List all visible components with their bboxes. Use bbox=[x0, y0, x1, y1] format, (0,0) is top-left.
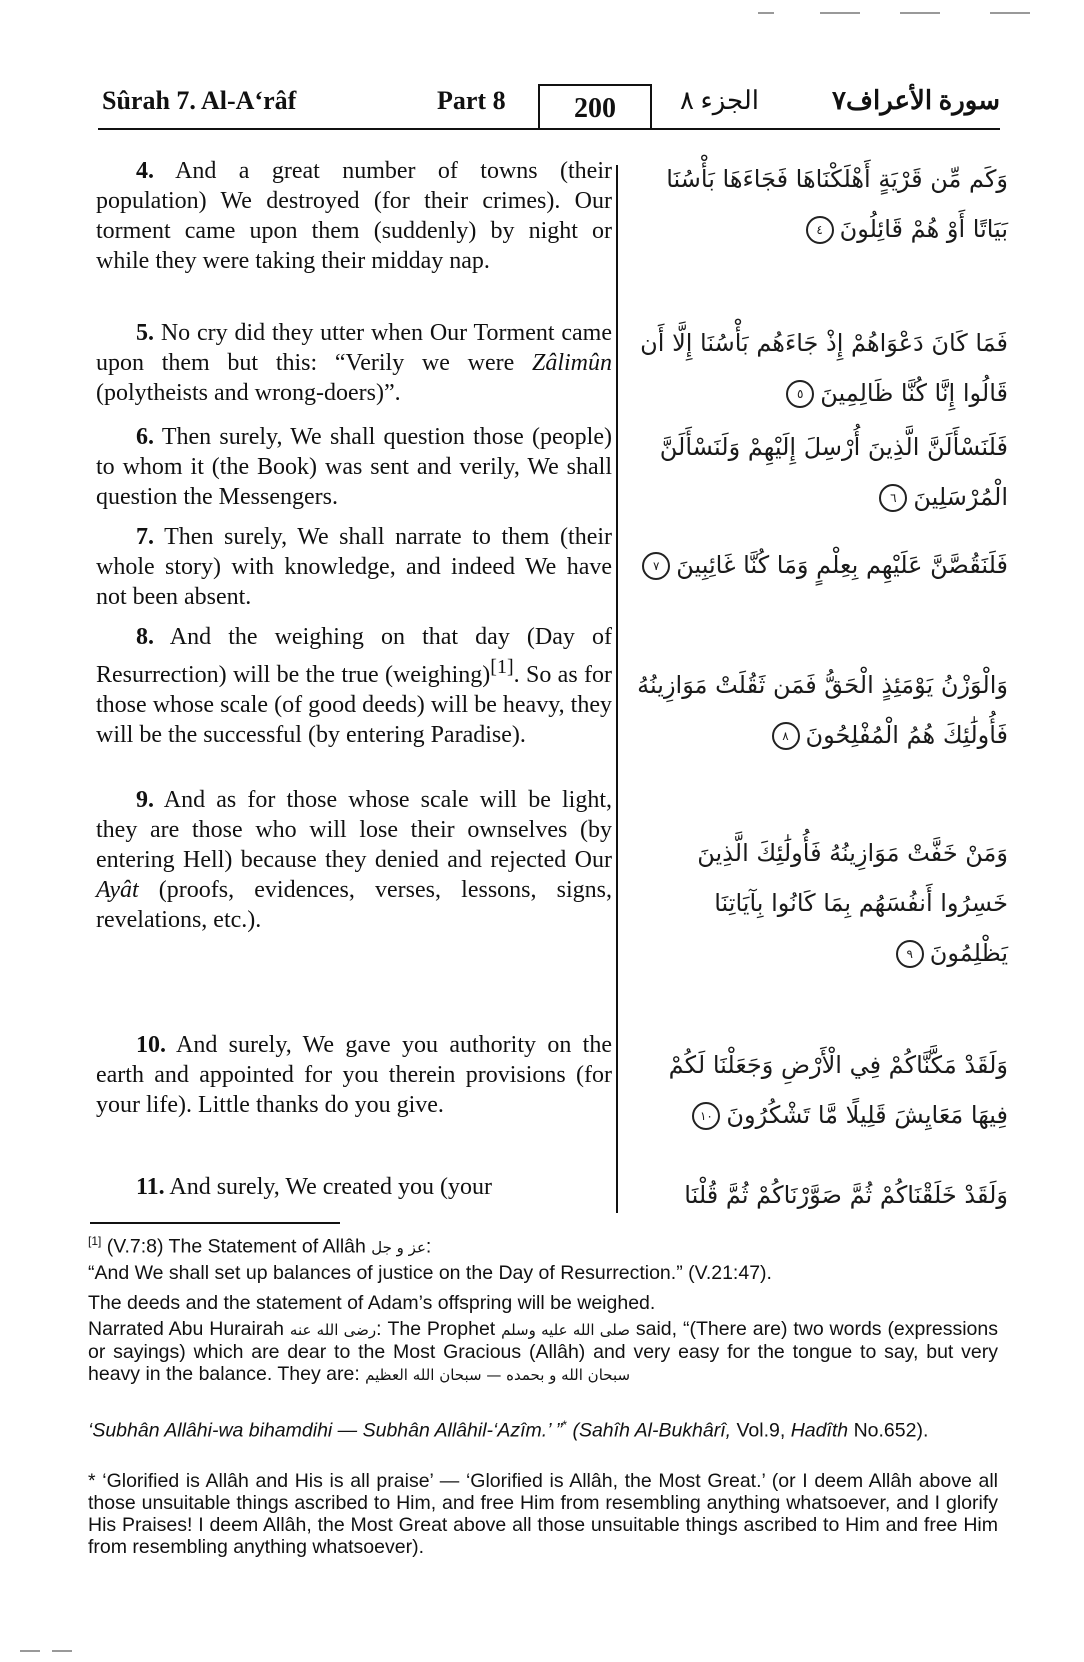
verse-text: . So as for those whose scale (of good deeds) will be heavy, they will be the successful (by entering Paradise). bbox=[96, 662, 612, 748]
scan-mark bbox=[820, 12, 860, 14]
verse-4-en bbox=[96, 156, 612, 276]
juz-label-ar: الجزء ٨ bbox=[680, 86, 759, 115]
footnote-marker: [1] bbox=[88, 1234, 102, 1248]
verse-number: 5. bbox=[136, 320, 154, 346]
ayah-end-icon: ٦ bbox=[879, 484, 907, 512]
footnote-text: The deeds and the statement of Adam’s offspring will be weighed. bbox=[88, 1292, 656, 1314]
footnote-text: said, “(There are) two words (expressions or sayings) which are dear to the Most Gracious (Allâh) and very easy for the tongue to say, but very heavy in the balance. They are: bbox=[88, 1318, 998, 1385]
footnote-ref: [1] bbox=[490, 656, 514, 678]
arabic-text: وَالْوَزْنُ يَوْمَئِذٍ الْحَقُّ فَمَن ثَقُلَتْ مَوَازِينُهُ فَأُولَٰئِكَ هُمُ الْمُفْلِحُونَ bbox=[637, 671, 1008, 749]
part-label: Part 8 bbox=[437, 86, 506, 115]
verse-10-en bbox=[96, 1030, 612, 1120]
verse-term: Ayât bbox=[96, 877, 139, 903]
verse-text: And the weighing on that day (Day of Resurrection) will be the true (weighing) bbox=[96, 624, 612, 688]
footnote-text: Narrated Abu Hurairah bbox=[88, 1318, 290, 1340]
footnote-quote bbox=[88, 1262, 998, 1284]
verse-8-ar bbox=[632, 660, 1008, 760]
scan-mark bbox=[20, 1650, 40, 1652]
page-number: 200 bbox=[538, 84, 652, 128]
verse-7-en bbox=[96, 522, 612, 612]
footnote-1: [1] (V.7:8) The Statement of Allâh عز و جل: bbox=[88, 1234, 432, 1258]
footnote-arabic: صلى الله عليه وسلم bbox=[501, 1321, 630, 1339]
verse-text: And surely, We gave you authority on the earth and appointed for you therein provisions (for your life). Little thanks do you give. bbox=[96, 1032, 612, 1118]
footnote-deeds bbox=[88, 1292, 998, 1314]
scan-mark bbox=[758, 12, 774, 14]
footnote-arabic: عز و جل bbox=[371, 1238, 426, 1257]
footnote-star: * bbox=[562, 1418, 568, 1432]
verse-number: 11. bbox=[136, 1174, 165, 1200]
arabic-text: فَلَنَقُصَّنَّ عَلَيْهِم بِعِلْمٍ وَمَا كُنَّا غَائِبِينَ bbox=[676, 551, 1008, 579]
arabic-text: وَلَقَدْ خَلَقْنَاكُمْ ثُمَّ صَوَّرْنَاكُمْ ثُمَّ قُلْنَا bbox=[684, 1181, 1008, 1209]
verse-number: 10. bbox=[136, 1032, 166, 1058]
ayah-end-icon: ٤ bbox=[806, 216, 834, 244]
column-divider bbox=[616, 165, 618, 1213]
ayah-end-icon: ٩ bbox=[896, 940, 924, 968]
verse-number: 4. bbox=[136, 158, 154, 184]
verse-number: 6. bbox=[136, 424, 154, 450]
ayah-end-icon: ٥ bbox=[786, 380, 814, 408]
verse-number: 9. bbox=[136, 787, 154, 813]
verse-4-ar bbox=[632, 154, 1008, 254]
scan-mark bbox=[900, 12, 940, 14]
verse-6-en bbox=[96, 422, 612, 512]
arabic-text: فَمَا كَانَ دَعْوَاهُمْ إِذْ جَاءَهُم بَأْسُنَا إِلَّا أَن قَالُوا إِنَّا كُنَّا ظَالِمِينَ bbox=[640, 329, 1008, 407]
scan-mark bbox=[52, 1650, 72, 1652]
footnote-hadith bbox=[88, 1318, 998, 1386]
ayah-end-icon: ٧ bbox=[642, 552, 670, 580]
verse-term: Zâlimûn bbox=[531, 350, 612, 376]
verse-11-ar bbox=[632, 1170, 1008, 1220]
arabic-text: وَمَنْ خَفَّتْ مَوَازِينُهُ فَأُولَٰئِكَ الَّذِينَ خَسِرُوا أَنفُسَهُم بِمَا كَانُوا بِآيَاتِنَا يَظْلِمُونَ bbox=[697, 839, 1008, 967]
verse-11-en bbox=[96, 1172, 612, 1202]
verse-5-ar bbox=[632, 318, 1008, 418]
footnote-source: Hadîth bbox=[790, 1419, 849, 1442]
arabic-text: فَلَنَسْأَلَنَّ الَّذِينَ أُرْسِلَ إِلَيْهِمْ وَلَنَسْأَلَنَّ الْمُرْسَلِينَ bbox=[659, 433, 1008, 511]
verse-text: Then surely, We shall narrate to them (their whole story) with knowledge, and indeed We have not been absent. bbox=[96, 524, 612, 610]
footnote-source: (Sahîh Al-Bukhârî, bbox=[567, 1419, 732, 1442]
verse-text: No cry did they utter when Our Torment came upon them but this: “Verily we were bbox=[96, 320, 612, 376]
ayah-end-icon: ١٠ bbox=[692, 1102, 720, 1130]
verse-text: (proofs, evidences, verses, lessons, signs, revelations, etc.). bbox=[96, 877, 612, 933]
surah-title-en: Sûrah 7. Al-A‘râf bbox=[102, 86, 297, 115]
verse-8-en bbox=[96, 622, 612, 750]
ayah-end-icon: ٨ bbox=[772, 722, 800, 750]
verse-text: And a great number of towns (their population) We destroyed (for their crimes). Our torment came upon them (suddenly) by night or while they were taking their midday nap. bbox=[96, 158, 612, 274]
footnote-arabic: رضى الله عنه bbox=[289, 1321, 377, 1339]
footnote-text: * ‘Glorified is Allâh and His is all praise’ — ‘Glorified is Allâh, the Most Great.’ (or I deem Allâh above all those unsuitable things ascribed to Him, and free Him from resembling anything whatsoever, and I glorify His Praises! I deem Allâh, the Most Great above all those unsuitable things ascribed to Him and free Him from resembling anything whatsoever). bbox=[88, 1470, 998, 1558]
footnote-text: (V.7:8) The Statement of Allâh bbox=[106, 1235, 372, 1258]
footnote-star-note bbox=[88, 1470, 998, 1558]
verse-text: (polytheists and wrong-doers)”. bbox=[96, 380, 401, 406]
verse-9-en bbox=[96, 785, 612, 935]
footnote-arabic: سبحان الله و بحمده — سبحان الله العظيم bbox=[365, 1366, 631, 1384]
verse-number: 8. bbox=[136, 624, 154, 650]
arabic-text: وَلَقَدْ مَكَّنَّاكُمْ فِي الْأَرْضِ وَجَعَلْنَا لَكُمْ فِيهَا مَعَايِشَ قَلِيلًا مَّا تَشْكُرُونَ bbox=[668, 1051, 1008, 1129]
footnote-text: : The Prophet bbox=[376, 1318, 502, 1340]
arabic-text: وَكَم مِّن قَرْيَةٍ أَهْلَكْنَاهَا فَجَاءَهَا بَأْسُنَا بَيَاتًا أَوْ هُمْ قَائِلُونَ bbox=[666, 165, 1008, 243]
header-rule bbox=[98, 128, 1000, 130]
scan-mark bbox=[990, 12, 1030, 14]
footnote-source: No.652). bbox=[848, 1419, 929, 1442]
verse-text: And surely, We created you (your bbox=[169, 1174, 493, 1200]
verse-7-ar bbox=[632, 540, 1008, 590]
verse-text: Then surely, We shall question those (people) to whom it (the Book) was sent and verily, We shall question the Messengers. bbox=[96, 424, 612, 510]
footnote-translit-text: ‘Subhân Allâhi-wa bihamdihi — Subhân Allâhil-‘Azîm.’ ” bbox=[88, 1419, 563, 1442]
surah-title-ar: سورة الأعراف٧ bbox=[832, 86, 1000, 115]
verse-6-ar bbox=[632, 422, 1008, 522]
verse-5-en bbox=[96, 318, 612, 408]
verse-text: And as for those whose scale will be light, they are those who will lose their ownselves (by entering Hell) because they denied and rejected Our bbox=[96, 787, 612, 873]
verse-10-ar bbox=[632, 1040, 1008, 1140]
footnote-text: “And We shall set up balances of justice on the Day of Resurrection.” (V.21:47). bbox=[88, 1262, 772, 1284]
verse-9-ar bbox=[632, 828, 1008, 978]
footnote-translit bbox=[88, 1414, 998, 1442]
footnote-rule bbox=[90, 1222, 340, 1224]
verse-number: 7. bbox=[136, 524, 154, 550]
footnote-source: Vol.9, bbox=[731, 1419, 791, 1442]
